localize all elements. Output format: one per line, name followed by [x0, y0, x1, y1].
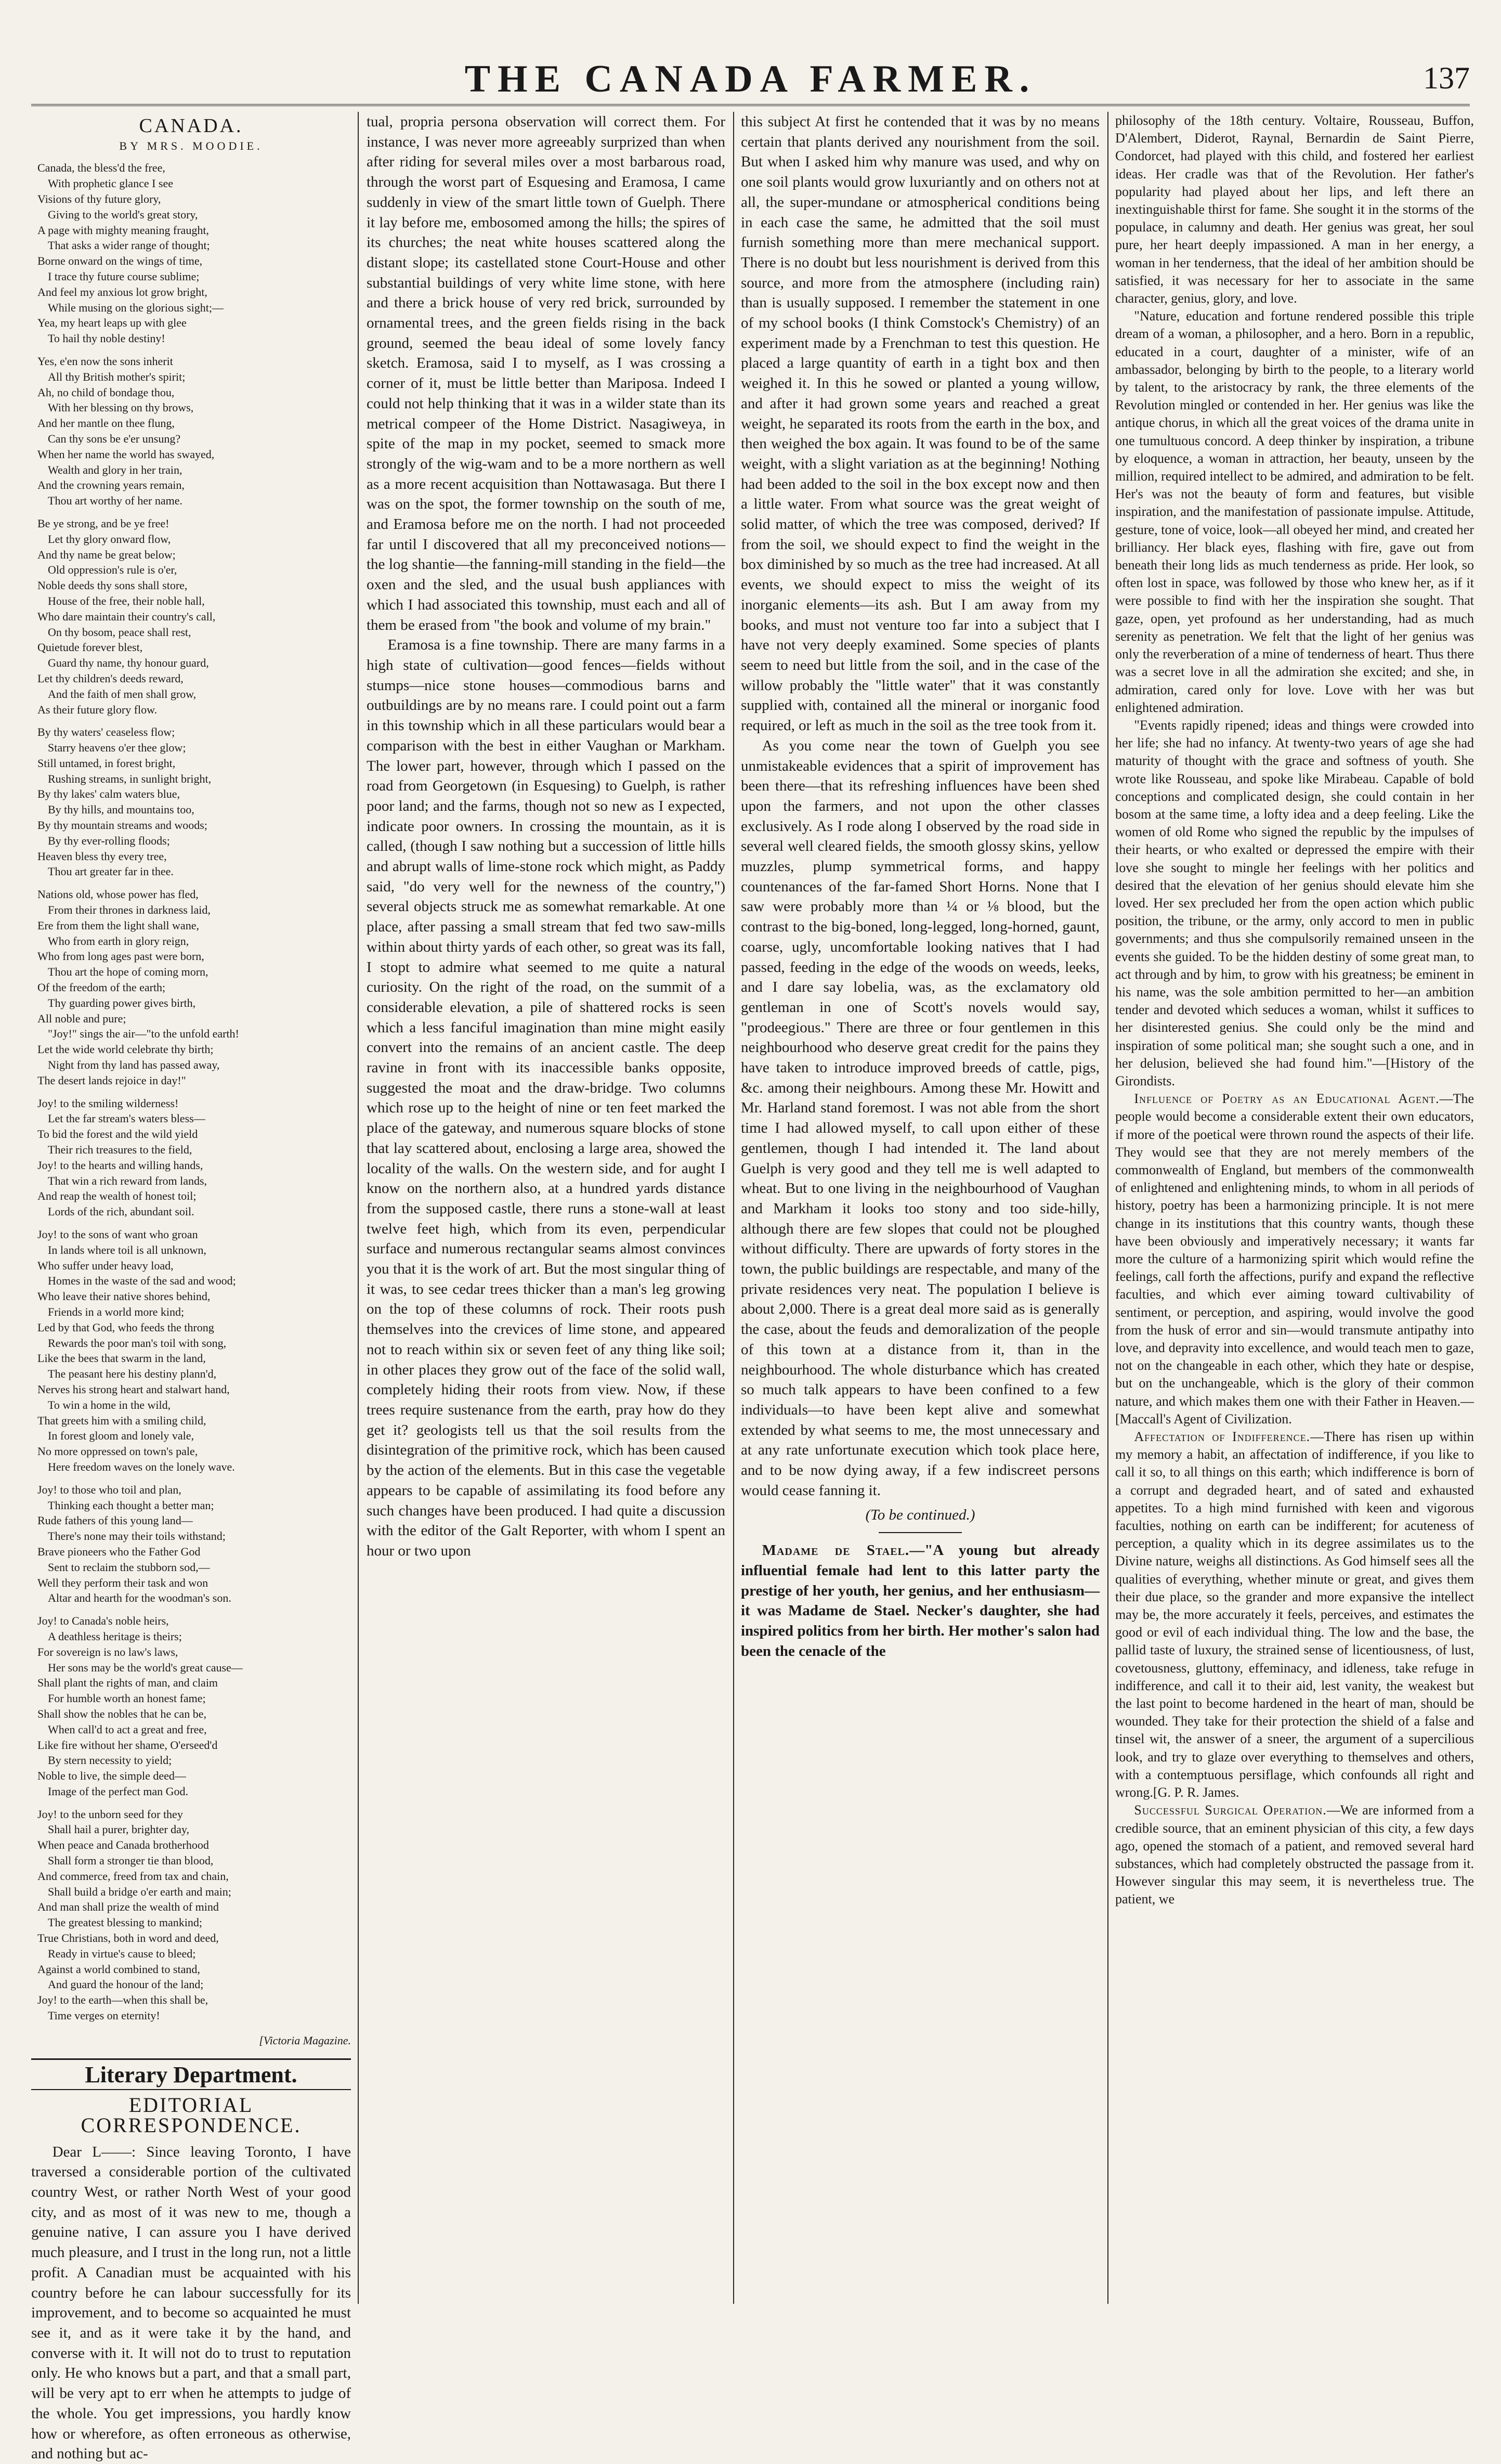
poem-line: When her name the world has swayed, — [37, 447, 215, 461]
poem-line: Ere from them the light shall wane, — [37, 918, 199, 932]
poem-line: Be ye strong, and be ye free! — [37, 516, 169, 530]
letter-paragraph: As you come near the town of Guelph you see unmistakeable evidences that a spirit of improvement has been there—that its refreshing influences have been shed upon the farmers, and not upon the other classes exclusively. As I rode along I observed by the road side in several well cleared fields, the smooth glossy skins, yellow muzzles, plump symmetrical forms, and happy countenances of the far-famed Short Horns. None that I saw were probably more than ¼ or ⅛ blood, but the contrast to the big-boned, long-legged, long-horned, gaunt, coarse, ugly, uncomfortable looking natives that I had passed, feeding in the edge of the woods on weeds, leeks, and I dare say lobelia, was, as the exclamatory old gentleman in one of Scott's novels would say, "prodeegious." There are three or four gentlemen in this neighbourhood who deserve great credit for the pains they have taken to introduce improved breeds of cattle, pigs, &c. among their neighbours. Among these Mr. Howitt and Mr. Harland stand foremost. I was not able from the short time I had allowed myself, to call upon either of these gentlemen, though I had intended it. The land about Guelph is very good and they tell me is well adapted to wheat. But to one living in the neighbourhood of Vaughan and Markham it looks too stony and too side-hilly, although there are few slopes that could not be ploughed without difficulty. There are upwards of forty stores in the town, the public buildings are respectable, and many of the private residences very neat. The population I believe is about 2,000. There is a great deal more said as is generally the case, about the feuds and demoralization of the people of this town at a distance from it, than in the neighbourhood. The whole disturbance which has created so much talk appears to have been confined to a few individuals—to have been kept alive and somewhat extended by what seems to me, the most unnecessary and at any rate unfortunate execution which took place here, and to be now dying away, if a few indiscreet persons would cease fanning it. — [741, 737, 1100, 1499]
poem-line: Heaven bless thy every tree, — [37, 849, 167, 863]
paragraph-text: "Events rapidly ripened; ideas and things were crowded into her life; she had no infancy. At twenty-two years of age she had maturity of thought with the grace and softness of youth. She wrote like Rousseau, and spoke like Mirabeau. Capable of bold conceptions and complicated design, she could contain in her bosom at the same time, a lofty idea and a deep feeling. Like the women of old Rome who signed the republic by the impulses of their hearts, or who exalted or depressed the empire with their love she sought to mingle her feelings with her politics and desired that the elevation of her genius should elevate him she loved. Her sex precluded her from the open action which public position, the tribune, or the army, only accord to men in public governments; and thus she compulsorily remained unseen in the events she guided. To be the hidden destiny of some great man, to act through and by him, to grow with his greatness; be eminent in his name, was the sole ambition permitted to her—an ambition tender and devoted which seduces a woman, whilst it suffices to her disinterested genius. She could only be the mind and inspiration of some political man; she sought such a one, and in her delusion, believed she had found him."—[History of the Girondists. — [1115, 717, 1474, 1088]
poem-line: Ready in virtue's cause to bleed; — [48, 1947, 196, 1960]
poem-line: When call'd to act a great and free, — [48, 1722, 207, 1736]
poem-line: And reap the wealth of honest toil; — [37, 1189, 197, 1203]
poem-line: And thy name be great below; — [37, 548, 176, 561]
poem-line: Thou art worthy of her name. — [48, 494, 183, 508]
paragraph-text: "Nature, education and fortune rendered possible this triple dream of a woman, a philosopher, and a hero. Born in a republic, educated in a court, daughter of a minister, wife of an ambassador, belonging by birth to the people, to a literary world by talent, to the aristocracy by rank, the three elements of the Revolution mingled or contended in her. Her genius was like the antique chorus, in which all the great voices of the drama unite in one tumultuous concord. A deep thinker by inspiration, a tribune by eloquence, a woman in attraction, her beauty, unseen by the million, required intellect to be admired, and admiration to be felt. Her's was not the beauty of form and features, but visible inspiration, and the manifestation of passionate impulse. Attitude, gesture, tone of voice, look—all obeyed her mind, and created her brilliancy. Her black eyes, flashing with fire, gave out from beneath their long lids as much tenderness as pride. Her look, so often lost in space, was followed by those who knew her, as if it were possible to find with her the inspiration she sought. That gaze, open, yet profound as her understanding, had as much serenity as penetration. We felt that the light of her genius was only the reverberation of a mine of tenderness of heart. Thus there was a secret love in all the admiration she excited; and she, in admiration, cared only for love. Love with her was but enlightened admiration. — [1115, 308, 1474, 715]
poem-line: Quietude forever blest, — [37, 641, 143, 654]
poem-line: Rewards the poor man's toil with song, — [48, 1336, 227, 1350]
paragraph-heading: Affectation of Indifference. — [1134, 1429, 1311, 1445]
poem-line: Homes in the waste of the sad and wood; — [48, 1274, 236, 1288]
poem-line: Brave pioneers who the Father God — [37, 1545, 201, 1558]
poem-stanza — [37, 354, 351, 509]
section-subheading: EDITORIAL CORRESPONDENCE. — [31, 2089, 351, 2135]
poem-line: Rushing streams, in sunlight bright, — [48, 772, 212, 785]
poem-line: Sent to reclaim the stubborn sod,— — [48, 1560, 210, 1574]
poem-line: Let the wide world celebrate thy birth; — [37, 1043, 214, 1056]
poem-stanza — [37, 1613, 351, 1799]
poem-line: Noble to live, the simple deed— — [37, 1769, 186, 1783]
poem-line: Let thy glory onward flow, — [48, 532, 171, 546]
poem-line: Joy! to the hearts and willing hands, — [37, 1158, 203, 1172]
poem-line: Yes, e'en now the sons inherit — [37, 354, 173, 368]
poem-line: Can thy sons be e'er unsung? — [48, 432, 181, 445]
column-1 — [31, 112, 351, 2462]
poem-line: Who from earth in glory reign, — [48, 934, 189, 948]
poem-line: Led by that God, who feeds the throng — [37, 1320, 214, 1334]
poem-source: [Victoria Magazine. — [259, 2033, 351, 2047]
poem-line: When peace and Canada brotherhood — [37, 1838, 209, 1852]
poem-line: And man shall prize the wealth of mind — [37, 1900, 219, 1914]
poem-title: CANADA. — [139, 115, 243, 137]
poem-line: And feel my anxious lot grow bright, — [37, 285, 207, 299]
poem-line: No more oppressed on town's pale, — [37, 1445, 198, 1458]
poem-line: House of the free, their noble hall, — [48, 594, 205, 607]
poem-line: Shall build a bridge o'er earth and main; — [48, 1885, 231, 1898]
poem-line: Wealth and glory in her train, — [48, 463, 182, 476]
poem-line: All thy British mother's spirit; — [48, 370, 186, 383]
letter-paragraph: tual, propria persona observation will correct them. For instance, I was never more agreeably surprized than when after riding for several miles over a most barbarous road, through the worst part of Esquesing and Eramosa, I came suddenly in view of the smart little town of Guelph. There it lay before me, embosomed among the hills; the spires of its churches; the neat white houses scattered along the distant slope; its castellated stone Court-House and other substantial buildings of very white lime stone, with here and there a brick house of very red brick, surrounded by ornamental trees, and the green fields rising in the back ground, seemed the beau ideal of some lovely fancy sketch. Eramosa, said I to myself, as I was crossing a corner of it, must be little better than Mariposa. Indeed I could not help thinking that it was in a wilder state than its metrical compeer of the Home District. Nasagiweya, in spite of the map in my pocket, seemed to smack more strongly of the wig-wam and to be a more northern as well as a more recent acquisition than Nottawasaga. But there I was on the spot, the former township on the south of me, and Eramosa before me on the north. I had not proceeded far until I discovered that all my preconceived notions—the log shantie—the fanning-mill standing in the field—the oxen and the sled, and the usual bush appliances with which I had associated this township, must each and all of them be erased from "the book and volume of my brain." — [367, 113, 725, 633]
poem-line: While musing on the glorious sight;— — [48, 301, 224, 314]
poem-line: Who leave their native shores behind, — [37, 1290, 211, 1303]
poem-line: Shall show the nobles that he can be, — [37, 1707, 207, 1720]
poem-line: Of the freedom of the earth; — [37, 981, 166, 994]
poem-line: Canada, the bless'd the free, — [37, 161, 165, 175]
poem-stanza — [37, 1227, 351, 1475]
poem-line: For humble worth an honest fame; — [48, 1692, 206, 1705]
stael-body: —"A young but already influential female had lent to this latter party the prestige of her youth, her genius, and her enthusiasm—it was Madame de Stael. Necker's daughter, she had inspired politics from her birth. Her mother's salon had been the cenacle of the — [741, 1542, 1100, 1659]
poem-line: Borne onward on the wings of time, — [37, 254, 203, 268]
poem-line: And her mantle on thee flung, — [37, 417, 175, 430]
poem-line: Still untamed, in forest bright, — [37, 756, 176, 770]
column-4 — [1115, 112, 1474, 2304]
poem-line: Noble deeds thy sons shall store, — [37, 579, 188, 592]
poem-line: Friends in a world more kind; — [48, 1305, 185, 1318]
poem-line: Night from thy land has passed away, — [48, 1058, 220, 1072]
poem-line: Joy! to the earth—when this shall be, — [37, 1993, 208, 2007]
poem-line: Time verges on eternity! — [48, 2009, 160, 2022]
paragraph-text: —We are informed from a credible source, that an eminent physician of this city, a few days ago, opened the stomach of a patient, and removed several hard substances, which had completely obstructed the passage from it. However singular this may seem, it is nevertheless true. The patient, we — [1115, 1802, 1474, 1907]
poem-line: By thy ever-rolling floods; — [48, 834, 170, 847]
column4-paragraph — [1115, 717, 1474, 1090]
poem-line: Nations old, whose power has fled, — [37, 888, 199, 901]
poem-line: On thy bosom, peace shall rest, — [48, 625, 191, 639]
poem-line: Starry heavens o'er thee glow; — [48, 741, 186, 755]
poem-stanza — [37, 516, 351, 717]
column-rule — [358, 112, 359, 2304]
poem-line: And commerce, freed from tax and chain, — [37, 1869, 229, 1883]
section-heading: Literary Department. — [85, 2061, 297, 2087]
poem-line: Visions of thy future glory, — [37, 192, 161, 205]
poem-line: With her blessing on thy brows, — [48, 401, 194, 414]
poem-line: For sovereign is no law's laws, — [37, 1645, 178, 1658]
poem-line: A deathless heritage is theirs; — [48, 1629, 182, 1643]
stael-head: Madame de Stael. — [762, 1542, 910, 1559]
item-divider — [879, 1532, 962, 1533]
poem-line: Joy! to Canada's noble heirs, — [37, 1614, 169, 1628]
column4-paragraph — [1115, 307, 1474, 717]
poem-body — [31, 160, 351, 2023]
poem-line: Who dare maintain their country's call, — [37, 609, 216, 623]
column4-paragraph — [1115, 112, 1474, 307]
poem-line: All noble and pure; — [37, 1011, 126, 1025]
poem-line: With prophetic glance I see — [48, 177, 174, 190]
poem-line: Like the bees that swarm in the land, — [37, 1352, 206, 1365]
poem-line: Guard thy name, thy honour guard, — [48, 656, 209, 670]
poem-line: Joy! to the sons of want who groan — [37, 1228, 198, 1241]
column4-paragraph — [1115, 1801, 1474, 1908]
poem-line: By thy mountain streams and woods; — [37, 819, 207, 832]
poem-line: In forest gloom and lonely vale, — [48, 1429, 194, 1443]
poem-line: Let the far stream's waters bless— — [48, 1112, 205, 1125]
poem-line: The desert lands rejoice in day!" — [37, 1073, 186, 1087]
poem-line: By stern necessity to yield; — [48, 1754, 172, 1767]
poem-line: There's none may their toils withstand; — [48, 1529, 226, 1543]
poem-line: And the faith of men shall grow, — [48, 687, 197, 701]
poem-line: Like fire without her shame, O'erseed'd — [37, 1738, 218, 1752]
poem-line: The greatest blessing to mankind; — [48, 1916, 202, 1929]
poem-line: Altar and hearth for the woodman's son. — [48, 1591, 231, 1605]
poem-line: As their future glory flow. — [37, 703, 158, 716]
poem-line: Let thy children's deeds reward, — [37, 671, 184, 685]
poem-line: Their rich treasures to the field, — [48, 1143, 192, 1157]
poem-line: A page with mighty meaning fraught, — [37, 223, 209, 237]
letter-paragraph: Eramosa is a fine township. There are many farms in a high state of cultivation—good fences—fields without stumps—nice stone houses—commodious barns and outbuildings are by no means rare. I could point out a farm in this township which in all these particulars would bear a comparison with the best in either Vaughan or Markham. The lower part, however, through which I passed on the road from Georgetown (in Esquesing) to Guelph, is rather poor land; and the farms, though not so new as I expected, indicate poor owners. In crossing the mountain, as it is called, (though I saw nothing but a succession of little hills and abrupt walls of lime-stone rock which might, as Paddy said, "do very well for the newness of the country,") several objects struck me as somewhat remarkable. At one place, after passing a small stream that fed two saw-mills within about thirty yards of each other, so great was its fall, I stopt to admire what seemed to me quite a natural curiosity. On the right of the road, on the summit of a considerable elevation, a pile of shattered rocks is seen which a less fanciful imagination than mine might easily convert into the remains of an ancient castle. The deep ravine in front with its inaccessible banks opposite, suggested the moat and the draw-bridge. Two columns which rose up to the height of nine or ten feet marked the place of the gateway, and numerous square blocks of stone that lay scattered about, enclosing a large area, showed the locality of the walls. On the western side, and for aught I know on the northern also, at a hundred yards distance from the supposed castle, there runs a stone-wall at least twelve feet high, which from its even, perpendicular surface and numerous rectangular seams almost convinces you that it is the work of art. But the most singular thing of it was, to see cedar trees thicker than a man's leg growing on the top of these columns of rock. Their roots push themselves into the crevices of lime stone, and appeared not to reach within six or seven feet of any thing like soil; in other places they grow out of the face of the solid wall, completely hiding their roots from view. Now, if these trees require sustenance from the earth, pray how do they get it? geologists tell us that the soil results from the disintegration of the primitive rock, which has been caused by the action of the elements. But in this case the vegetable appears to be capable of assimilating its food before any such changes have been produced. I had quite a discussion with the editor of the Galt Reporter, with whom I spent an hour or two upon — [367, 637, 725, 1559]
poem-line: The peasant here his destiny plann'd, — [48, 1367, 217, 1381]
poem-line: Lords of the rich, abundant soil. — [48, 1205, 194, 1218]
column4-paragraph — [1115, 1428, 1474, 1801]
poem-line: Nerves his strong heart and stalwart hand, — [37, 1382, 230, 1396]
poem-line: Against a world combined to stand, — [37, 1962, 200, 1976]
poem-line: To hail thy noble destiny! — [48, 332, 165, 345]
column-2 — [367, 112, 725, 2304]
poem-line: Rude fathers of this young land— — [37, 1514, 193, 1527]
poem-line: Her sons may be the world's great cause— — [48, 1661, 243, 1674]
poem-stanza — [37, 1096, 351, 1220]
poem-line: Well they perform their task and won — [37, 1576, 208, 1589]
paragraph-text: philosophy of the 18th century. Voltaire, Rousseau, Buffon, D'Alembert, Diderot, Raynal, Bernardin de Saint Pierre, Condorcet, had played with this child, and fostered her earliest ideas. Her cradle was that of the Revolution. Her father's popularity had played about her lips, and left there an inextinguishable thirst for fame. She sought it in the storms of the populace, in calumny and death. Her genius was great, her soul pure, her heart deeply impassioned. A man in her energy, a woman in her tenderness, that the ideal of her ambition should be satisfied, it was necessary for her to associate in the same character, genius, glory, and love. — [1115, 113, 1474, 306]
poem-line: True Christians, both in word and deed, — [37, 1931, 219, 1945]
paragraph-heading: Influence of Poetry as an Educational Agent. — [1134, 1091, 1440, 1107]
poem-line: Thou art greater far in thee. — [48, 865, 174, 878]
poem-stanza — [37, 1807, 351, 2024]
poem-line: That asks a wider range of thought; — [48, 239, 210, 252]
poem-line: From their thrones in darkness laid, — [48, 903, 211, 917]
poem-line: In lands where toil is all unknown, — [48, 1243, 206, 1256]
column-rule — [1107, 112, 1108, 2304]
poem-line: Thinking each thought a better man; — [48, 1498, 214, 1512]
poem-line: Here freedom waves on the lonely wave. — [48, 1460, 235, 1473]
letter-paragraph: this subject At first he contended that it was by no means certain that plants derived any nourishment from the soil. But when I asked him why manure was used, and why on one soil plants would grow luxuriantly and on others not at all, the super-mundane or atmospherical conditions being in each case the same, he admitted that the soil must furnish something more than mere mechanical support. There is no doubt but less nourishment is derived from this source, and more from the atmosphere (including rain) than is usually supposed. I remember the statement in one of my school books (I think Comstock's Chemistry) of an experiment made by a Frenchman to test this question. He placed a large quantity of earth in a tight box and then weighed it. In this he sowed or planted a young willow, and after it had grown some years and reached a great weight, he separated its roots from the earth in the box, and then weighed the box again. It was found to be of the same weight, with a slight variation as at the beginning! Nothing had been added to the soil in the box except now and then a little water. From what source was the great weight of solid matter, of which the tree was composed, derived? If from the soil, we should expect to find the weight in the box diminished by so much as the tree had increased. At all events, we should expect to miss the weight of its inorganic elements—its ash. But I am away from my books, and must not venture too far into a subject that I have not very deeply examined. Some species of plants seem to need but little from the soil, and in the case of the willow probably the "little water" that it was constantly supplied with, contained all the mineral or inorganic food required, or left as much in the soil as the tree took from it. — [741, 113, 1100, 734]
poem-author: BY MRS. MOODIE. — [119, 139, 263, 152]
poem-line: And guard the honour of the land; — [48, 1978, 204, 1991]
poem-line: That win a rich reward from lands, — [48, 1174, 207, 1187]
poem-line: Shall form a stronger tie than blood, — [48, 1854, 214, 1868]
poem-line: Thy guarding power gives birth, — [48, 996, 196, 1009]
masthead — [31, 57, 1470, 106]
poem-line: Shall hail a purer, brighter day, — [48, 1823, 189, 1836]
poem-stanza — [37, 160, 351, 346]
poem-line: And the crowning years remain, — [37, 478, 185, 492]
poem-line: Who from long ages past were born, — [37, 950, 204, 963]
stael-paragraph — [741, 1540, 1100, 1661]
poem-line: By thy lakes' calm waters blue, — [37, 787, 180, 801]
page-title: THE CANADA FARMER. — [464, 58, 1037, 100]
poem-line: Shall plant the rights of man, and claim — [37, 1676, 218, 1690]
section-divider — [31, 2058, 351, 2060]
page-number: 137 — [1423, 61, 1470, 95]
poem-stanza — [37, 1482, 351, 1606]
poem-line: To win a home in the wild, — [48, 1398, 171, 1411]
poem-line: Who suffer under heavy load, — [37, 1259, 174, 1272]
poem-line: Yea, my heart leaps up with glee — [37, 316, 187, 330]
poem-line: I trace thy future course sublime; — [48, 269, 200, 283]
poem-line: By thy hills, and mountains too, — [48, 803, 194, 816]
poem-line: Old oppression's rule is o'er, — [48, 563, 177, 577]
column-3 — [741, 112, 1100, 2304]
letter-paragraph: Dear L——: Since leaving Toronto, I have traversed a considerable portion of the cultivated country West, or rather North West of your good city, and as most of it was new to me, though a genuine native, I can assure you I have derived much pleasure, and I trust in the long run, not a little profit. A Canadian must be acquainted with his country before he can labour successfully for its improvement, and to become so acquainted he must see it, and as it were take it by the hand, and converse with it. It will not do to trust to reputation only. He who knows but a part, and that a small part, will be very apt to err when he attempts to judge of the whole. You get impressions, you hardly know how or wherefore, as often erroneous as otherwise, and nothing but ac- — [31, 2143, 351, 2462]
poem-line: Thou art the hope of coming morn, — [48, 965, 208, 979]
poem-line: To bid the forest and the wild yield — [37, 1127, 198, 1141]
poem-line: Joy! to the unborn seed for they — [37, 1807, 183, 1821]
column-rule — [733, 112, 734, 2304]
column4-paragraph — [1115, 1090, 1474, 1428]
poem-line: By thy waters' ceaseless flow; — [37, 725, 175, 739]
poem-stanza — [37, 724, 351, 879]
poem-line: "Joy!" sings the air—"to the unfold earth! — [48, 1027, 239, 1041]
paragraph-text: —The people would become a considerable extent their own educators, if more of the poetical were thrown round the aspects of their life. They would see that they are not merely members of the commonwealth of England, but members of the commonwealth of enlightened and enlightening minds, to whom in all periods of history, poetry has been a harmonizing principle. It is not mere change in its institutions that this country wants, though these have been obviously and imperatively necessary; it wants far more the culture of a harmonizing spirit which would refine the feelings, call forth the affections, purify and expand the reflective faculties, and which ever aiming toward cultivability of sentiment, or perception, and aspiring, would involve the good from the husk of error and sin—would transmute antipathy into love, and depravity into excellence, and would teach men to gaze, not on the changeable in each other, which they hate or despise, but on the unchangeable, which is the glory of their common nature, and which makes them one with their Father in Heaven.—[Maccall's Agent of Civilization. — [1115, 1091, 1474, 1426]
paragraph-heading: Successful Surgical Operation. — [1134, 1802, 1327, 1818]
poem-stanza — [37, 887, 351, 1088]
poem-line: Joy! to the smiling wilderness! — [37, 1096, 179, 1110]
poem-line: Joy! to those who toil and plan, — [37, 1483, 181, 1496]
poem-line: That greets him with a smiling child, — [37, 1413, 206, 1427]
poem-line: Giving to the world's great story, — [48, 208, 198, 221]
continued-note: (To be continued.) — [865, 1506, 975, 1523]
paragraph-text: —There has risen up within my memory a habit, an affectation of indifference, if you like to call it so, to all things on this earth; which indifference is born of a corrupt and degraded heart, and of sated and exhausted appetites. To a high mind furnished with keen and vigorous faculties, nothing on earth can be indifferent; for acuteness of perception, a quality which in its degree assimilates us to the Divine nature, weighs all distinctions. As God himself sees all the qualities of everything, whether minute or great, and gives them their due place, so the grander and more expansive the intellect may be, the more accurately it feels, perceives, and estimates the good or evil of each individual thing. The low and the base, the pallid taste of luxury, the strained sense of licentiousness, of lust, covetousness, gluttony, effeminacy, and idleness, take refuge in indifference, and call it to their aid, lest vanity, the weakest but the last point to become hardened in the heart of man, should be wounded. They take for their protection the shield of a false and tinsel wit, the answer of a sneer, the argument of a supercilious look, and try to glaze over everything to themselves and others, with a contemptuous persiflage, which confounds all right and wrong.[G. P. R. James. — [1115, 1429, 1474, 1800]
poem-line: Image of the perfect man God. — [48, 1784, 188, 1798]
poem-line: Ah, no child of bondage thou, — [37, 385, 175, 399]
